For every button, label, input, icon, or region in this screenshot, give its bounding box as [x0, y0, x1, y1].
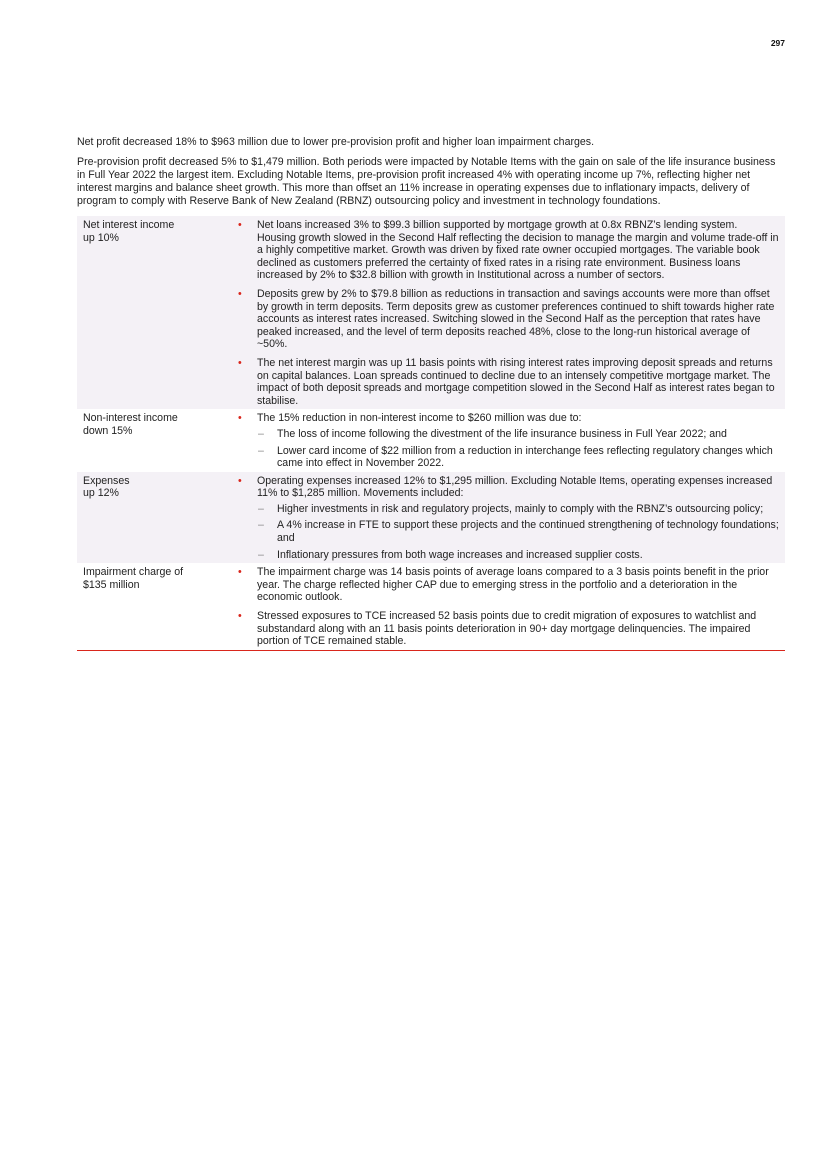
- row-label-line: Net interest income: [83, 219, 175, 231]
- sub-item: – Higher investments in risk and regulatory projects, mainly to comply with the RBNZ’s outsourcing policy;: [257, 503, 779, 516]
- bullet-list: [235, 219, 779, 407]
- bullet-item: • Deposits grew by 2% to $79.8 billion as reductions in transaction and savings accounts were more than offset by growth in term deposits. Term deposits grew as customer preferences continued to shift towards higher rate accounts as interest rates increased. Switching slowed in the Second Half as the perception that rates have peaked increased, and the level of term deposits reached 48%, close to the long-run historical average of ~50%.: [235, 288, 779, 351]
- row-impairment-charge: [77, 563, 785, 650]
- row-expenses: [77, 472, 785, 564]
- row-label: [77, 563, 235, 650]
- bullet-list: [235, 566, 779, 648]
- row-label-line: up 10%: [83, 231, 119, 244]
- page-content: [77, 136, 785, 651]
- row-label: [77, 472, 235, 564]
- sub-item: – A 4% increase in FTE to support these projects and the continued strengthening of technology foundations; and: [257, 519, 779, 544]
- bullet-item: • The net interest margin was up 11 basis points with rising interest rates improving deposit spreads and returns on capital balances. Loan spreads continued to decline due to an intensely competitive mortgage market. The impact of both deposit spreads and mortgage competition slowed in the Second Half as interest rates began to stabilise.: [235, 357, 779, 407]
- bullet-list: [235, 412, 779, 469]
- row-label-line: Impairment charge of: [83, 566, 184, 579]
- sub-list: [257, 428, 779, 470]
- row-net-interest-income: [77, 216, 785, 409]
- row-label-line: Expenses: [83, 474, 130, 487]
- bullet-item: • The impairment charge was 14 basis points of average loans compared to a 3 basis points benefit in the prior year. The charge reflected higher CAP due to emerging stress in the portfolio and a deterioration in the economic outlook.: [235, 566, 779, 604]
- intro-paragraph-pre-provision: Pre-provision profit decreased 5% to $1,479 million. Both periods were impacted by Notable Items with the gain on sale of the life insurance business in Full Year 2022 the largest item. Excluding Notable Items, pre-provision profit increased 4% with operating income up 7%, reflecting higher net interest margins and balance sheet growth. This more than offset an 11% increase in operating expenses due to inflationary impacts, delivery of program to comply with Reserve Bank of New Zealand (RBNZ) outsourcing policy and investment in technology foundations.: [77, 156, 776, 207]
- intro-paragraph-net-profit: Net profit decreased 18% to $963 million due to lower pre-provision profit and higher loan impairment charges.: [77, 136, 595, 148]
- sub-item: – The loss of income following the divestment of the life insurance business in Full Year 2022; and: [257, 428, 779, 441]
- row-label-line: $135 million: [83, 578, 140, 591]
- page-number: 297: [770, 38, 785, 48]
- sub-list: [257, 503, 779, 561]
- bullet-list: [235, 475, 779, 562]
- bullet-item: [235, 412, 779, 469]
- sub-item: – Lower card income of $22 million from a reduction in interchange fees reflecting regulatory changes which came into effect in November 2022.: [257, 445, 779, 470]
- row-label-line: up 12%: [83, 487, 119, 500]
- row-label-line: down 15%: [83, 424, 133, 437]
- bullet-item: [235, 475, 779, 562]
- bullet-item: • Stressed exposures to TCE increased 52 basis points due to credit migration of exposures to watchlist and substandard along with an 11 basis points deterioration in 90+ day mortgage delinquencies. The impaired portion of TCE remained stable.: [235, 610, 779, 648]
- row-label: [77, 216, 235, 409]
- row-label: [77, 409, 235, 471]
- bullet-text: Operating expenses increased 12% to $1,295 million. Excluding Notable Items, operating expenses increased 11% to $1,285 million. Movements included:: [257, 474, 773, 500]
- commentary-table: [77, 216, 785, 651]
- row-label-line: Non-interest income: [83, 412, 178, 425]
- sub-item: – Inflationary pressures from both wage increases and increased supplier costs.: [257, 549, 779, 562]
- row-non-interest-income: [77, 409, 785, 471]
- bullet-text: The 15% reduction in non-interest income to $260 million was due to:: [257, 412, 582, 425]
- bullet-item: • Net loans increased 3% to $99.3 billion supported by mortgage growth at 0.8x RBNZ’s lending system. Housing growth slowed in the Second Half reflecting the decision to manage the margin and volume trade-off in a highly competitive market. Growth was driven by fixed rate owner occupied mortgages. The variable book declined as customers preferred the certainty of fixed rates in a rising rate environment. Business loans increased by 2% to $32.8 billion with growth in Institutional across a number of sectors.: [235, 219, 779, 282]
